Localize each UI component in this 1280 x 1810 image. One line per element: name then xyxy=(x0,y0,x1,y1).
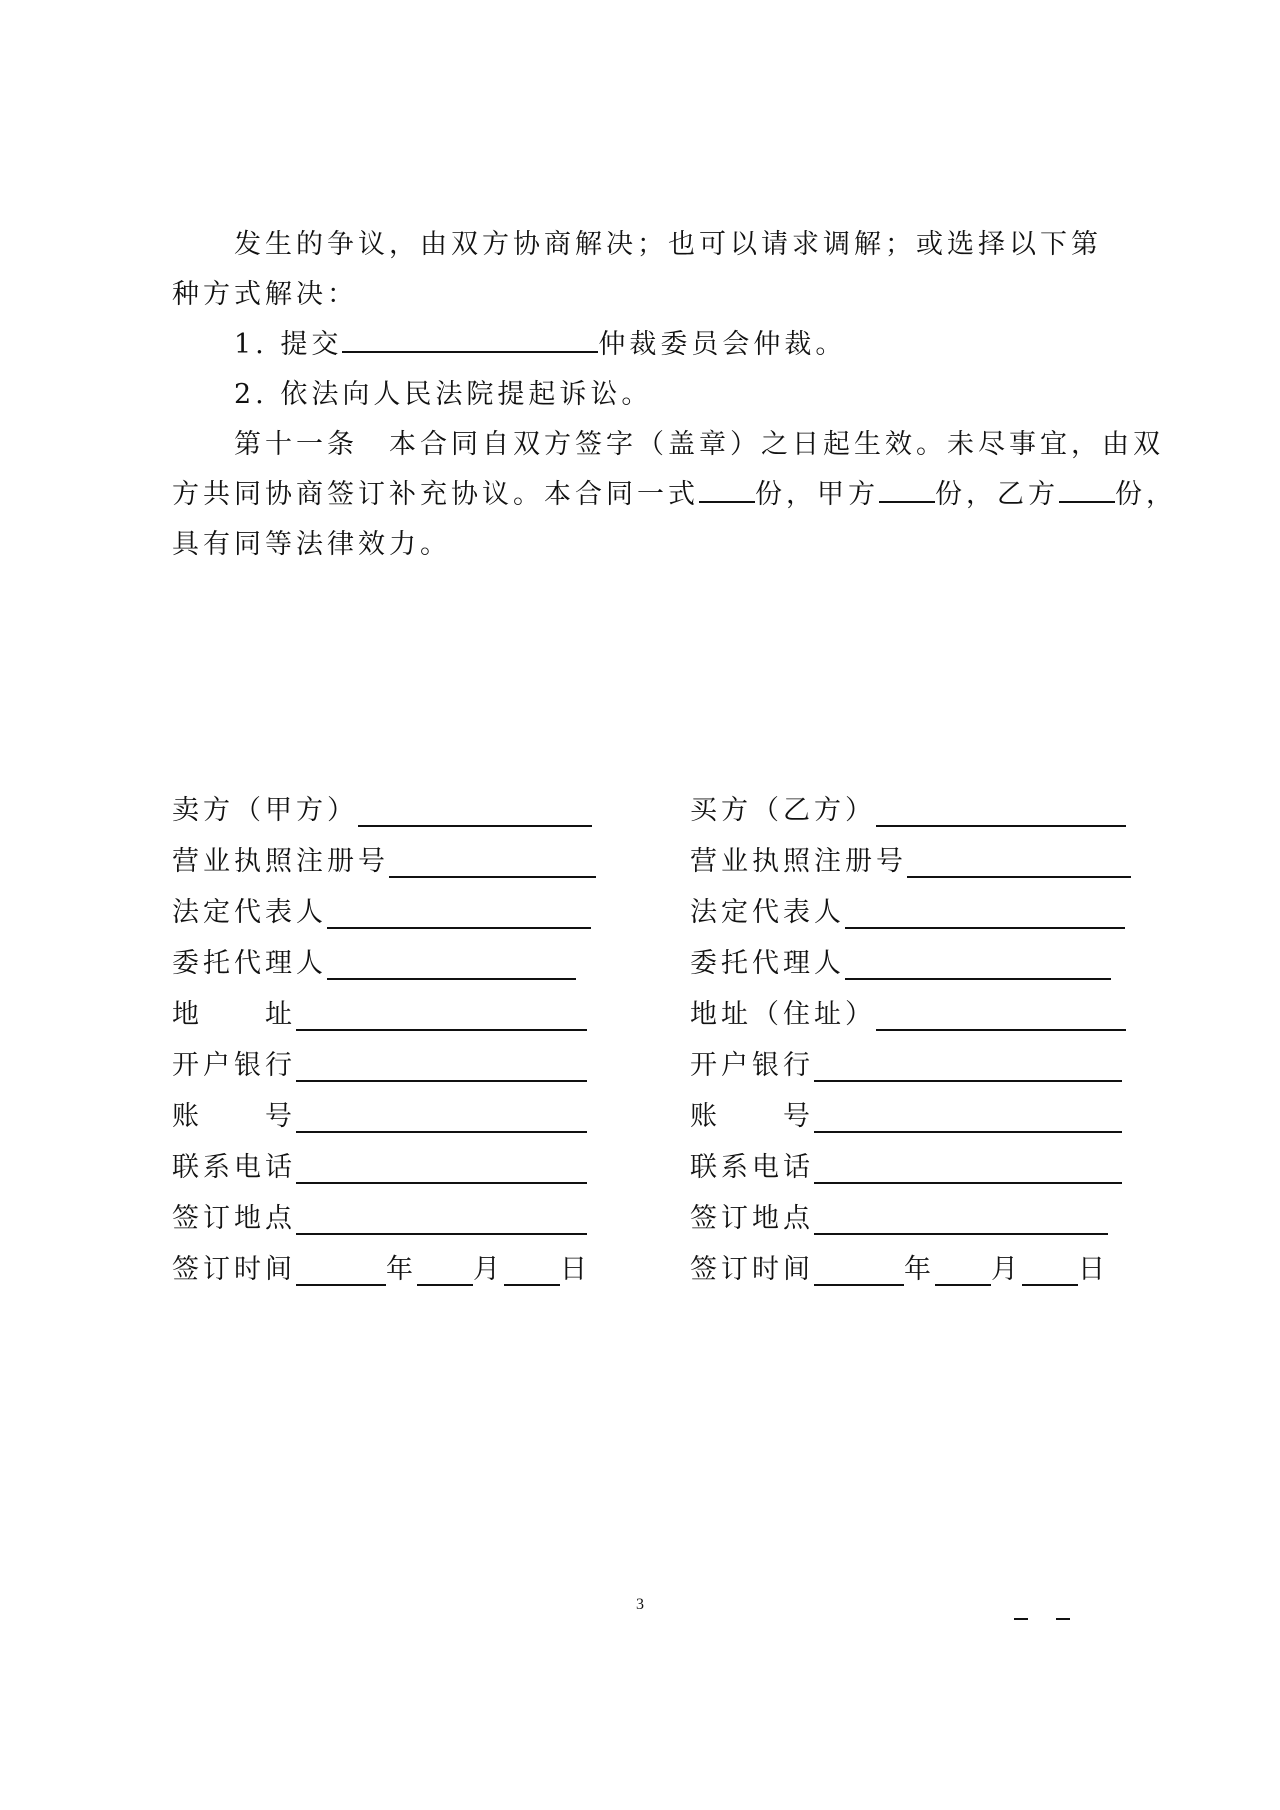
buyer-sign-place-row xyxy=(690,1184,1120,1235)
buyer-day-field[interactable] xyxy=(1022,1254,1078,1286)
seller-agent-row xyxy=(172,929,592,980)
seller-address-label: 地 址 xyxy=(172,999,296,1030)
buyer-sign-time-label: 签订时间 xyxy=(690,1254,814,1285)
seller-license-label: 营业执照注册号 xyxy=(172,846,389,877)
seller-account-field[interactable] xyxy=(296,1101,587,1133)
seller-address-field[interactable] xyxy=(296,999,587,1031)
party-a-copies-text: 份，甲方 xyxy=(755,479,879,510)
dispute-line-2: 种方式解决： xyxy=(172,279,358,310)
seller-sign-place-label: 签订地点 xyxy=(172,1203,296,1234)
buyer-address-row xyxy=(690,980,1120,1031)
seller-agent-field[interactable] xyxy=(327,948,576,980)
buyer-signature-block xyxy=(690,776,1120,1286)
buyer-party-label: 买方（乙方） xyxy=(690,795,876,826)
seller-bank-field[interactable] xyxy=(296,1050,587,1082)
seller-party-label: 卖方（甲方） xyxy=(172,795,358,826)
page-number: 3 xyxy=(636,1596,644,1613)
article-11-line-2 xyxy=(172,470,1177,520)
buyer-account-row xyxy=(690,1082,1120,1133)
buyer-legal-rep-label: 法定代表人 xyxy=(690,897,845,928)
buyer-phone-row xyxy=(690,1133,1120,1184)
footer-dash-right xyxy=(1056,1618,1070,1620)
seller-bank-row xyxy=(172,1031,592,1082)
buyer-agent-row xyxy=(690,929,1120,980)
article-11-line-3: 具有同等法律效力。 xyxy=(172,529,451,560)
seller-sign-place-field[interactable] xyxy=(296,1203,587,1235)
seller-account-row xyxy=(172,1082,592,1133)
party-b-copies-text: 份，乙方 xyxy=(935,479,1059,510)
arbitration-committee-blank[interactable] xyxy=(342,323,598,353)
copies-text: 方共同协商签订补充协议。本合同一式 xyxy=(172,479,699,510)
clause-body xyxy=(172,220,1177,570)
seller-year-label: 年 xyxy=(386,1254,417,1285)
seller-party-field[interactable] xyxy=(358,795,592,827)
buyer-bank-field[interactable] xyxy=(814,1050,1122,1082)
seller-day-label: 日 xyxy=(560,1254,591,1285)
dispute-line-1: 发生的争议，由双方协商解决；也可以请求调解；或选择以下第 xyxy=(234,229,1102,260)
buyer-legal-rep-row xyxy=(690,878,1120,929)
seller-phone-label: 联系电话 xyxy=(172,1152,296,1183)
seller-sign-time-row xyxy=(172,1235,592,1286)
buyer-year-label: 年 xyxy=(904,1254,935,1285)
buyer-agent-label: 委托代理人 xyxy=(690,948,845,979)
buyer-month-label: 月 xyxy=(991,1254,1022,1285)
seller-party-row xyxy=(172,776,592,827)
buyer-license-field[interactable] xyxy=(907,846,1131,878)
seller-legal-rep-label: 法定代表人 xyxy=(172,897,327,928)
copies-end-text: 份， xyxy=(1115,479,1177,510)
seller-bank-label: 开户银行 xyxy=(172,1050,296,1081)
seller-sign-time-label: 签订时间 xyxy=(172,1254,296,1285)
seller-license-row xyxy=(172,827,592,878)
buyer-account-field[interactable] xyxy=(814,1101,1122,1133)
seller-signature-block xyxy=(172,776,592,1286)
option-1-prefix: 1. 提交 xyxy=(234,329,343,360)
seller-phone-row xyxy=(172,1133,592,1184)
buyer-agent-field[interactable] xyxy=(845,948,1111,980)
buyer-license-label: 营业执照注册号 xyxy=(690,846,907,877)
seller-legal-rep-field[interactable] xyxy=(327,897,591,929)
buyer-license-row xyxy=(690,827,1120,878)
buyer-sign-time-row xyxy=(690,1235,1120,1286)
buyer-year-field[interactable] xyxy=(814,1254,904,1286)
option-1 xyxy=(172,320,1116,370)
buyer-party-field[interactable] xyxy=(876,795,1126,827)
buyer-sign-place-label: 签订地点 xyxy=(690,1203,814,1234)
buyer-account-label: 账 号 xyxy=(690,1101,814,1132)
buyer-bank-row xyxy=(690,1031,1120,1082)
option-2: 2. 依法向人民法院提起诉讼。 xyxy=(234,379,653,410)
seller-license-field[interactable] xyxy=(389,846,596,878)
seller-month-label: 月 xyxy=(473,1254,504,1285)
seller-agent-label: 委托代理人 xyxy=(172,948,327,979)
buyer-phone-label: 联系电话 xyxy=(690,1152,814,1183)
seller-day-field[interactable] xyxy=(504,1254,560,1286)
total-copies-blank[interactable] xyxy=(699,473,755,503)
footer-dash-left xyxy=(1014,1618,1028,1620)
buyer-day-label: 日 xyxy=(1078,1254,1109,1285)
party-b-copies-blank[interactable] xyxy=(1059,473,1115,503)
buyer-address-label: 地址（住址） xyxy=(690,999,876,1030)
option-1-suffix: 仲裁委员会仲裁。 xyxy=(598,329,847,360)
seller-year-field[interactable] xyxy=(296,1254,386,1286)
buyer-party-row xyxy=(690,776,1120,827)
article-11-line-1: 第十一条 本合同自双方签字（盖章）之日起生效。未尽事宜，由双 xyxy=(234,429,1164,460)
seller-legal-rep-row xyxy=(172,878,592,929)
seller-account-label: 账 号 xyxy=(172,1101,296,1132)
seller-sign-place-row xyxy=(172,1184,592,1235)
seller-month-field[interactable] xyxy=(417,1254,473,1286)
buyer-address-field[interactable] xyxy=(876,999,1126,1031)
buyer-phone-field[interactable] xyxy=(814,1152,1122,1184)
buyer-bank-label: 开户银行 xyxy=(690,1050,814,1081)
seller-address-row xyxy=(172,980,592,1031)
party-a-copies-blank[interactable] xyxy=(879,473,935,503)
buyer-month-field[interactable] xyxy=(935,1254,991,1286)
seller-phone-field[interactable] xyxy=(296,1152,587,1184)
buyer-legal-rep-field[interactable] xyxy=(845,897,1125,929)
buyer-sign-place-field[interactable] xyxy=(814,1203,1108,1235)
